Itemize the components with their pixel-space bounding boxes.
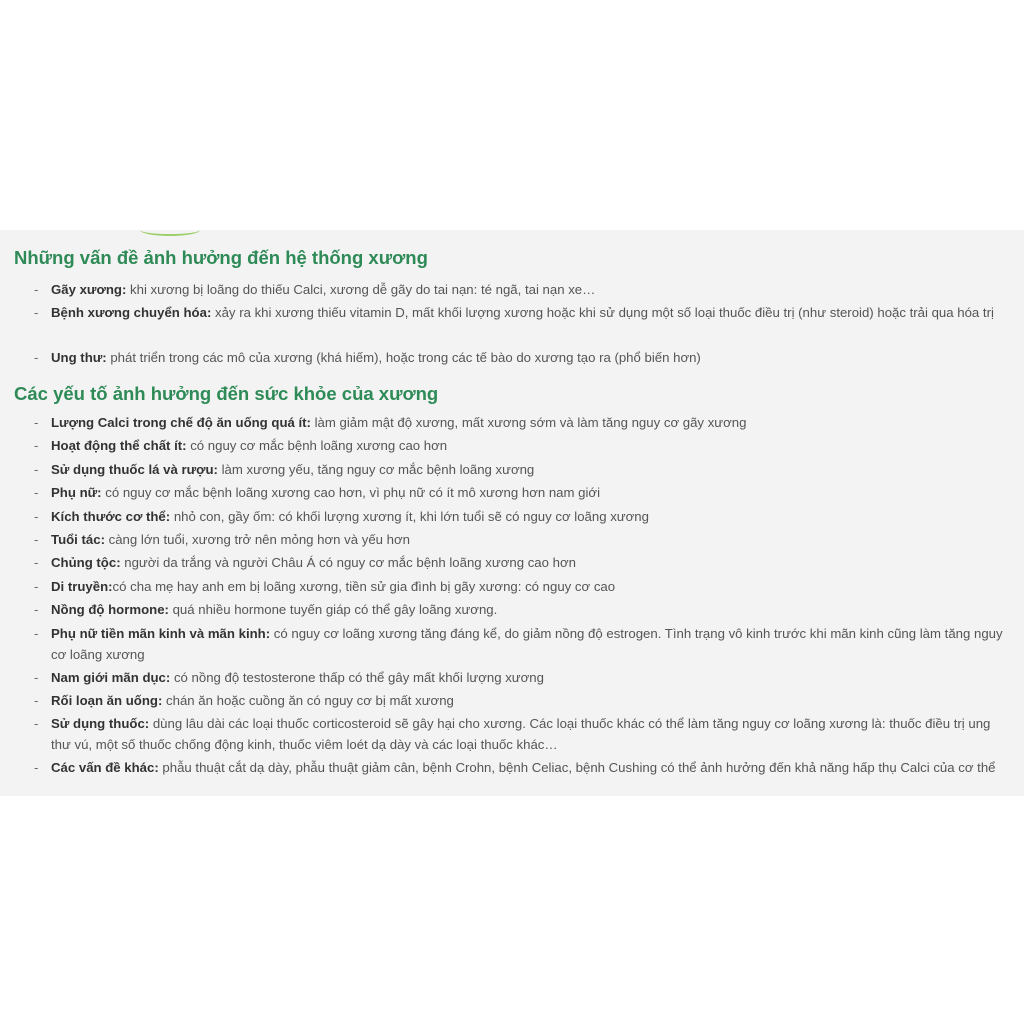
item-text: dùng lâu dài các loại thuốc corticosteroid sẽ gây hại cho xương. Các loại thuốc khác có thể làm tăng nguy cơ loãng xương là: thuốc điều trị ung thư vú, một số thuốc chống động kinh, thuốc viêm loét dạ dày và các loại thuốc khác… bbox=[51, 716, 991, 753]
bone-problems-list bbox=[0, 279, 1024, 370]
section-title-bone-problems: Những vấn đề ảnh hưởng đến hệ thống xương bbox=[14, 247, 428, 268]
item-label: Nam giới mãn dục: bbox=[51, 669, 171, 685]
item-label: Nồng độ hormone: bbox=[51, 602, 169, 618]
item-label: Kích thước cơ thể: bbox=[51, 508, 171, 524]
list-item bbox=[0, 302, 1024, 347]
item-text: có nguy cơ mắc bệnh loãng xương cao hơn bbox=[186, 438, 448, 454]
item-text: càng lớn tuổi, xương trở nên mỏng hơn và yếu hơn bbox=[104, 531, 410, 547]
item-label: Di truyền: bbox=[51, 578, 113, 594]
item-label: Bệnh xương chuyển hóa: bbox=[51, 305, 212, 320]
item-text: xảy ra khi xương thiếu vitamin D, mất khối lượng xương hoặc khi sử dụng một số loại thuốc điều trị (như steroid) hoặc trải qua hóa trị bbox=[211, 305, 994, 320]
item-text: phát triển trong các mô của xương (khá hiếm), hoặc trong các tế bào do xương tạo ra (phổ biến hơn) bbox=[106, 350, 701, 365]
bullet-dash: - bbox=[34, 350, 39, 365]
list-item bbox=[0, 576, 1024, 599]
item-text: làm xương yếu, tăng nguy cơ mắc bệnh loãng xương bbox=[217, 461, 535, 477]
item-text: chán ăn hoặc cuồng ăn có nguy cơ bị mất xương bbox=[162, 692, 454, 708]
item-text: quá nhiều hormone tuyến giáp có thể gây loãng xương. bbox=[168, 602, 498, 618]
list-item bbox=[0, 506, 1024, 529]
bone-health-factors-list bbox=[0, 412, 1024, 799]
bullet-dash: - bbox=[34, 305, 39, 320]
item-text: có nồng độ testosterone thấp có thể gây mất khối lượng xương bbox=[170, 669, 544, 685]
item-text: nhỏ con, gầy ốm: có khối lượng xương ít, khi lớn tuổi sẽ có nguy cơ loãng xương bbox=[170, 508, 649, 524]
bullet-dash: - bbox=[34, 669, 39, 685]
item-label: Tuổi tác: bbox=[51, 531, 105, 547]
item-label: Các vấn đề khác: bbox=[51, 760, 159, 776]
item-label: Sử dụng thuốc: bbox=[51, 716, 150, 732]
bullet-dash: - bbox=[34, 485, 39, 501]
bullet-dash: - bbox=[34, 760, 39, 776]
item-label: Lượng Calci trong chế độ ăn uống quá ít: bbox=[51, 415, 311, 430]
item-label: Hoạt động thể chất ít: bbox=[51, 438, 187, 454]
list-item bbox=[0, 599, 1024, 622]
list-item bbox=[0, 552, 1024, 575]
bullet-dash: - bbox=[34, 578, 39, 594]
list-item bbox=[0, 667, 1024, 690]
item-label: Gãy xương: bbox=[51, 282, 127, 297]
item-label: Phụ nữ: bbox=[51, 485, 102, 501]
item-text: người da trắng và người Châu Á có nguy cơ mắc bệnh loãng xương cao hơn bbox=[120, 555, 576, 571]
bullet-dash: - bbox=[34, 692, 39, 708]
list-item bbox=[0, 459, 1024, 482]
article-content bbox=[0, 230, 1024, 796]
bullet-dash: - bbox=[34, 531, 39, 547]
item-text: làm giảm mật độ xương, mất xương sớm và làm tăng nguy cơ gãy xương bbox=[310, 415, 747, 430]
list-item bbox=[0, 435, 1024, 458]
bullet-dash: - bbox=[34, 461, 39, 477]
list-item bbox=[0, 713, 1024, 757]
bullet-dash: - bbox=[34, 555, 39, 571]
list-item bbox=[0, 279, 1024, 302]
item-text: phẫu thuật cắt dạ dày, phẫu thuật giảm cân, bệnh Crohn, bệnh Celiac, bệnh Cushing có thể ảnh hưởng đến khả năng hấp thụ Calci của cơ thể bbox=[158, 760, 996, 776]
item-label: Ung thư: bbox=[51, 350, 107, 365]
item-text: có nguy cơ loãng xương tăng đáng kể, do giảm nồng độ estrogen. Tình trạng vô kinh trước khi mãn kinh cũng làm tăng nguy cơ loãng xương bbox=[51, 625, 1003, 662]
item-text: khi xương bị loãng do thiếu Calci, xương dễ gãy do tai nạn: té ngã, tai nạn xe… bbox=[126, 282, 596, 297]
bullet-dash: - bbox=[34, 438, 39, 454]
item-text: có cha mẹ hay anh em bị loãng xương, tiền sử gia đình bị gãy xương: có nguy cơ cao bbox=[112, 578, 616, 594]
bullet-dash: - bbox=[34, 602, 39, 618]
bullet-dash: - bbox=[34, 625, 39, 641]
bullet-dash: - bbox=[34, 716, 39, 732]
item-text: có nguy cơ mắc bệnh loãng xương cao hơn, vì phụ nữ có ít mô xương hơn nam giới bbox=[101, 485, 601, 501]
list-item bbox=[0, 347, 1024, 370]
item-label: Sử dụng thuốc lá và rượu: bbox=[51, 461, 218, 477]
item-label: Rối loạn ăn uống: bbox=[51, 692, 163, 708]
bullet-dash: - bbox=[34, 415, 39, 430]
list-item bbox=[0, 757, 1024, 799]
list-item bbox=[0, 412, 1024, 435]
list-item bbox=[0, 529, 1024, 552]
decorative-accent-line bbox=[140, 224, 200, 236]
section-title-bone-health-factors: Các yếu tố ảnh hưởng đến sức khỏe của xương bbox=[14, 383, 439, 404]
item-label: Phụ nữ tiền mãn kinh và mãn kinh: bbox=[51, 625, 271, 641]
bullet-dash: - bbox=[34, 282, 39, 297]
list-item bbox=[0, 690, 1024, 713]
bullet-dash: - bbox=[34, 508, 39, 524]
list-item bbox=[0, 623, 1024, 667]
list-item bbox=[0, 482, 1024, 505]
item-label: Chủng tộc: bbox=[51, 555, 121, 571]
